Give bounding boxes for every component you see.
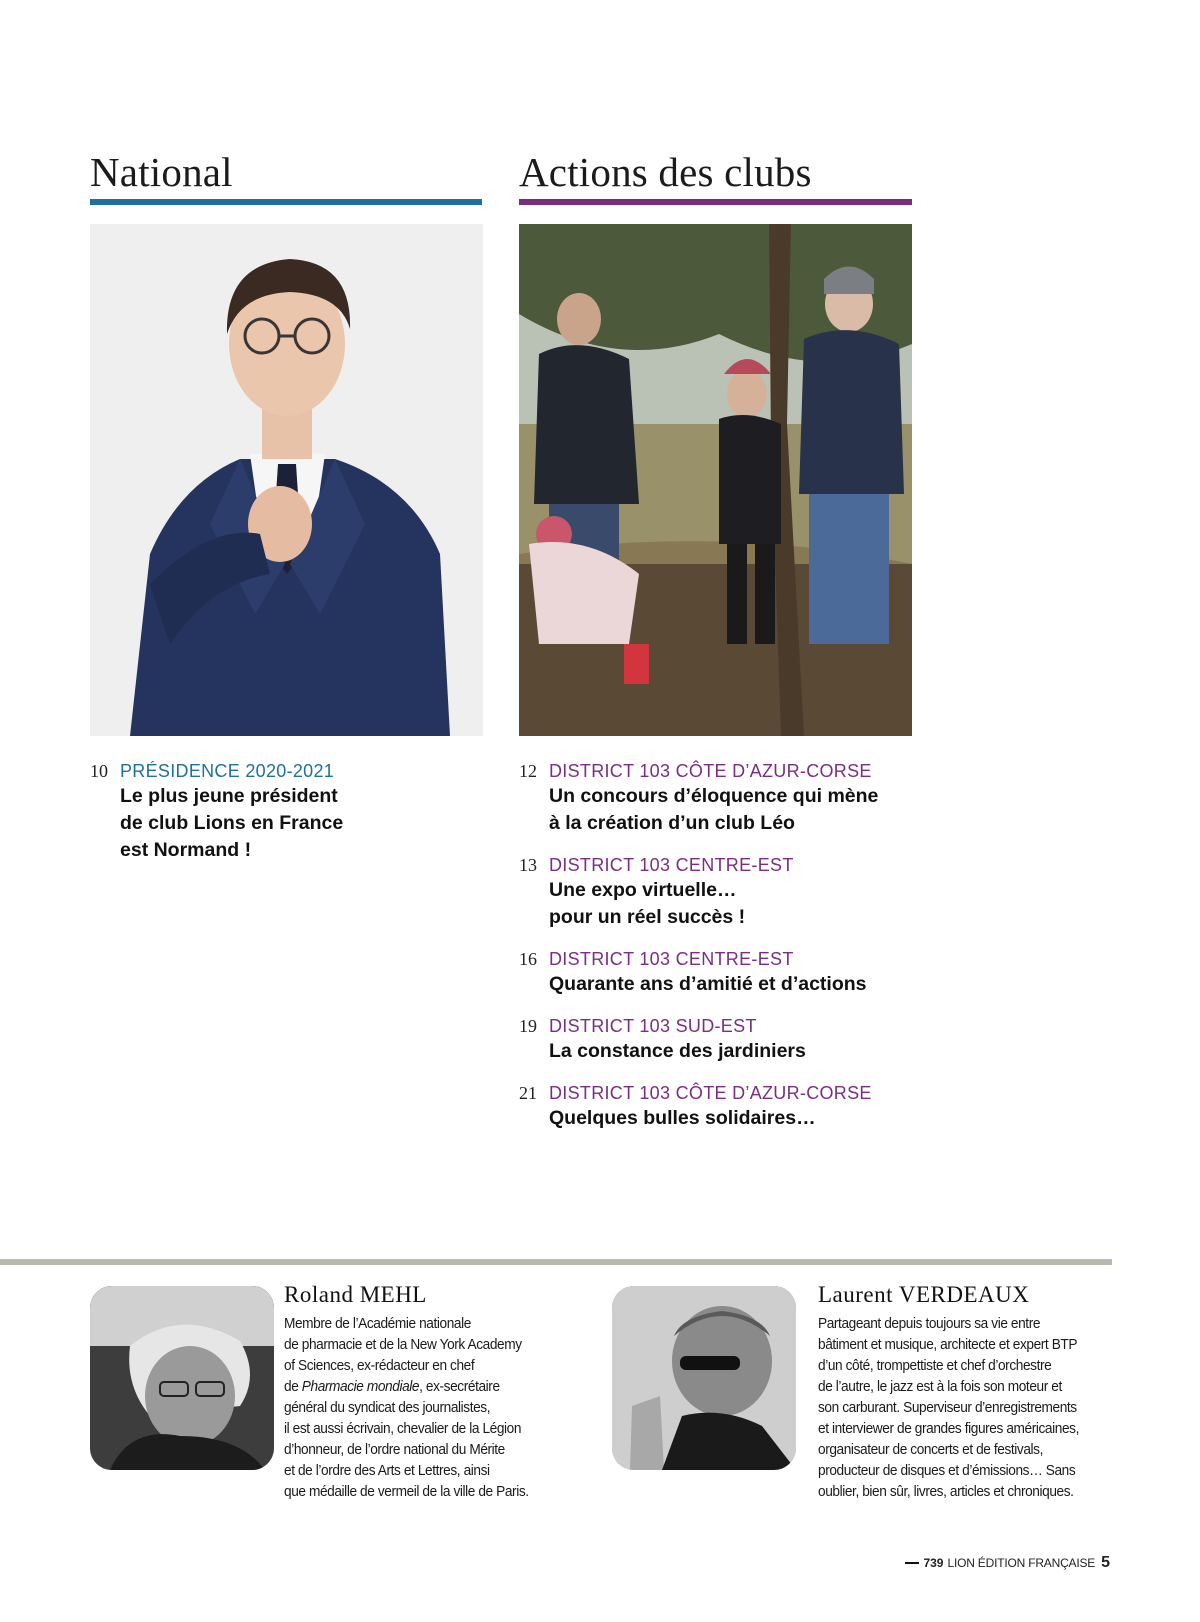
toc-title: Quelques bulles solidaires…	[549, 1107, 816, 1129]
page-footer	[905, 1554, 1110, 1572]
bio-line: il est aussi écrivain, chevalier de la Légion	[284, 1420, 522, 1437]
bio-line: d’honneur, de l’ordre national du Mérite	[284, 1441, 505, 1458]
bio-line: Membre de l’Académie nationale	[284, 1315, 471, 1332]
toc-kicker: DISTRICT 103 CÔTE D’AZUR-CORSE	[549, 761, 872, 781]
toc-title: Le plus jeune président de club Lions en France est Normand !	[120, 785, 344, 861]
author-portrait-image	[612, 1286, 796, 1470]
bio-line: producteur de disques et d’émissions… Sans	[818, 1462, 1076, 1479]
publication-name: LION ÉDITION FRANÇAISE	[947, 1556, 1096, 1570]
actions-toc	[519, 760, 939, 1149]
toc-title: La constance des jardiniers	[549, 1040, 806, 1062]
president-portrait-image	[90, 224, 483, 736]
tree-planting-image	[519, 224, 912, 736]
toc-page-number: 13	[519, 855, 537, 875]
toc-kicker: PRÉSIDENCE 2020-2021	[120, 761, 335, 781]
toc-page-number: 21	[519, 1083, 537, 1103]
bio-line	[284, 1376, 554, 1397]
toc-title: Quarante ans d’amitié et d’actions	[549, 973, 867, 995]
bio-line: Partageant depuis toujours sa vie entre	[818, 1315, 1041, 1332]
contributors-rule	[0, 1259, 1112, 1265]
page-number: 5	[1101, 1554, 1110, 1571]
footer-dash	[905, 1562, 919, 1564]
bio-line: que médaille de vermeil de la ville de Paris.	[284, 1483, 529, 1500]
bio-italic-title: Pharmacie mondiale	[301, 1378, 420, 1395]
author-name-mehl: Roland MEHL	[284, 1282, 427, 1307]
section-title-national: National	[90, 149, 233, 195]
issue-number: 739	[923, 1556, 944, 1570]
author-photo-verdeaux	[612, 1286, 796, 1470]
author-photo-mehl	[90, 1286, 274, 1470]
author-name-verdeaux: Laurent VERDEAUX	[818, 1282, 1030, 1307]
author-bio-mehl	[284, 1313, 554, 1502]
national-rule	[90, 199, 482, 205]
section-title-actions: Actions des clubs	[519, 149, 812, 195]
national-photo	[90, 224, 483, 736]
toc-page-number: 12	[519, 761, 537, 781]
toc-item[interactable]	[519, 760, 939, 837]
toc-item[interactable]	[519, 854, 939, 931]
bio-line: général du syndicat des journalistes,	[284, 1399, 491, 1416]
toc-item[interactable]	[519, 1015, 939, 1065]
bio-line: et interviewer de grandes figures américaines,	[818, 1420, 1079, 1437]
actions-photo	[519, 224, 912, 736]
toc-item[interactable]	[90, 760, 483, 864]
toc-kicker: DISTRICT 103 SUD-EST	[549, 1016, 757, 1036]
bio-text: de	[284, 1378, 302, 1395]
author-portrait-image	[90, 1286, 274, 1470]
author-bio-verdeaux	[818, 1313, 1088, 1502]
toc-kicker: DISTRICT 103 CÔTE D’AZUR-CORSE	[549, 1083, 872, 1103]
toc-page-number: 10	[90, 761, 108, 781]
bio-line: bâtiment et musique, architecte et expert BTP	[818, 1336, 1078, 1353]
bio-line: de pharmacie et de la New York Academy	[284, 1336, 522, 1353]
toc-title: Une expo virtuelle… pour un réel succès !	[549, 879, 746, 928]
toc-page-number: 19	[519, 1016, 537, 1036]
actions-rule	[519, 199, 912, 205]
bio-text: , ex-secrétaire	[419, 1378, 500, 1395]
national-toc	[90, 760, 483, 881]
bio-line: et de l’ordre des Arts et Lettres, ainsi	[284, 1462, 490, 1479]
toc-kicker: DISTRICT 103 CENTRE-EST	[549, 949, 794, 969]
bio-line: son carburant. Superviseur d’enregistrements	[818, 1399, 1077, 1416]
bio-line: of Sciences, ex-rédacteur en chef	[284, 1357, 475, 1374]
bio-line: oublier, bien sûr, livres, articles et chroniques.	[818, 1483, 1074, 1500]
toc-item[interactable]	[519, 1082, 939, 1132]
toc-item[interactable]	[519, 948, 939, 998]
toc-kicker: DISTRICT 103 CENTRE-EST	[549, 855, 794, 875]
toc-page-number: 16	[519, 949, 537, 969]
toc-title: Un concours d’éloquence qui mène à la création d’un club Léo	[549, 785, 879, 834]
bio-line: d’un côté, trompettiste et chef d’orchestre	[818, 1357, 1052, 1374]
bio-line: organisateur de concerts et de festivals,	[818, 1441, 1044, 1458]
bio-line: de l’autre, le jazz est à la fois son moteur et	[818, 1378, 1062, 1395]
